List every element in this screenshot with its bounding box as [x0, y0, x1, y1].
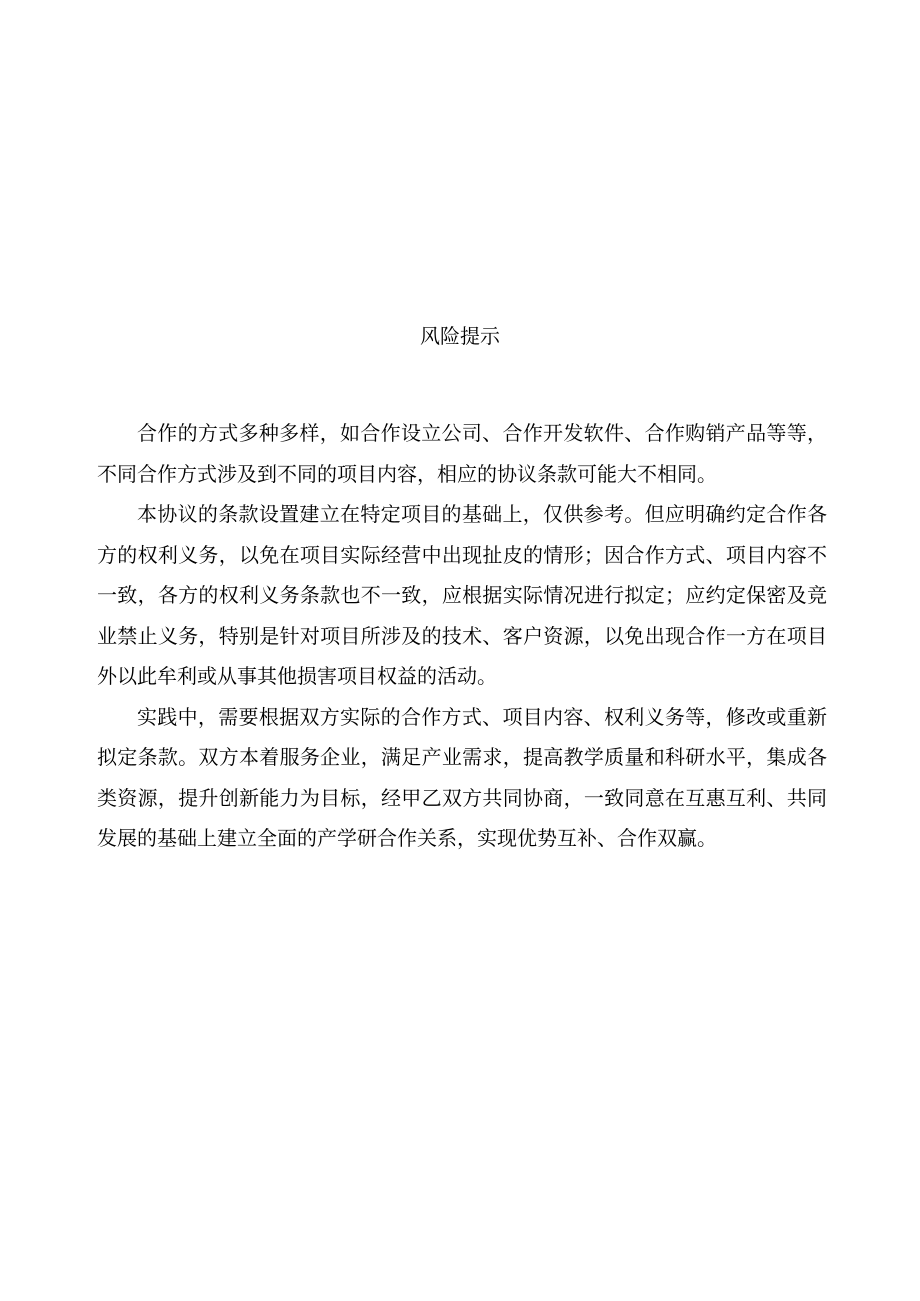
page-title: 风险提示 [420, 324, 500, 348]
paragraph-1: 合作的方式多种多样，如合作设立公司、合作开发软件、合作购销产品等等，不同合作方式涉及到不同的项目内容，相应的协议条款可能大不相同。 [97, 421, 827, 486]
document-body [97, 413, 827, 859]
paragraph-3: 实践中，需要根据双方实际的合作方式、项目内容、权利义务等，修改或重新拟定条款。双方本着服务企业，满足产业需求，提高教学质量和科研水平，集成各类资源，提升创新能力为目标，经甲乙双方共同协商，一致同意在互惠互利、共同发展的基础上建立全面的产学研合作关系，实现优势互补、合作双赢。 [97, 704, 827, 850]
paragraph-2: 本协议的条款设置建立在特定项目的基础上，仅供参考。但应明确约定合作各方的权利义务，以免在项目实际经营中出现扯皮的情形；因合作方式、项目内容不一致，各方的权利义务条款也不一致，应根据实际情况进行拟定；应约定保密及竞业禁止义务，特别是针对项目所涉及的技术、客户资源，以免出现合作一方在项目外以此牟利或从事其他损害项目权益的活动。 [97, 502, 827, 688]
